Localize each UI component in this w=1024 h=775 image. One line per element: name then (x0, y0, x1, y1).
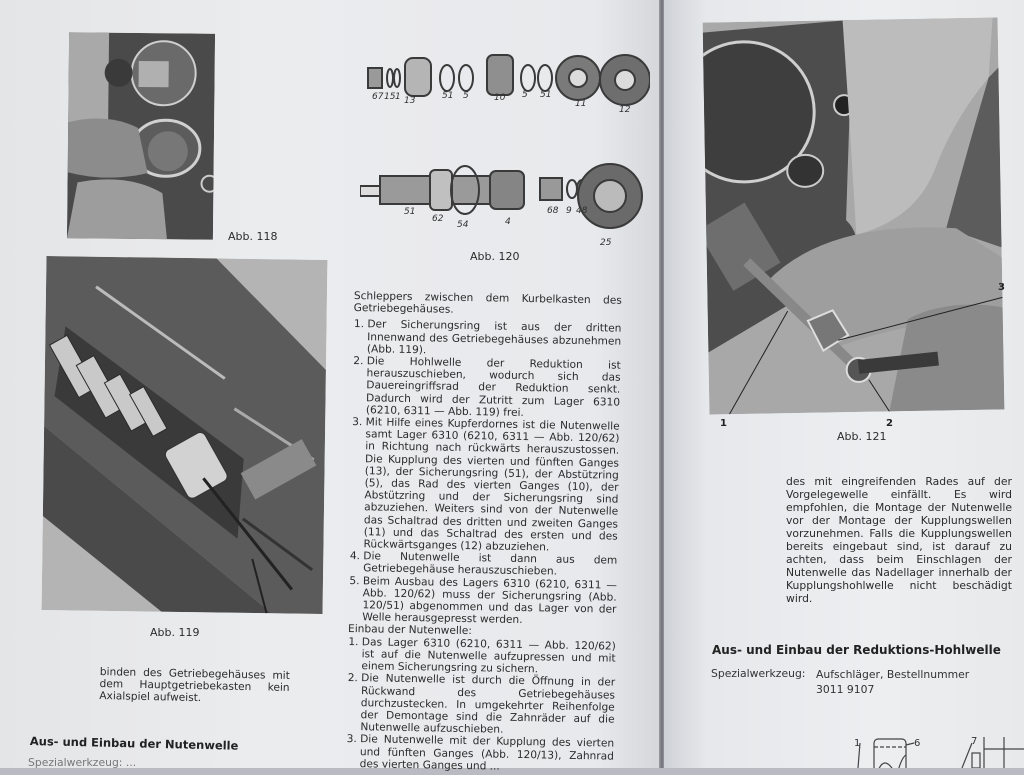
removal-step: 2. Die Hohlwelle der Reduktion ist herauszuschieben, wodurch sich das Dauereingriffsrad der Reduktion senkt. Dadurch wird der Zutritt zum Lager 6310 (6210, 6311 — Abb. 119) frei. (366, 355, 621, 420)
figure-119-caption: Abb. 119 (150, 626, 200, 639)
part-label: 51 (404, 207, 416, 217)
removal-step: 5. Beim Ausbau des Lagers 6310 (6210, 6311 — Abb. 120/62) muss der Sicherungsring (Abb. 120/51) abgenommen und das Lager von der Welle herausgepresst werden. (362, 575, 617, 628)
install-step: 3. Die Nutenwelle mit der Kupplung des vierten und fünften Ganges (Abb. 120/13), Zahnrad des vierten Ganges und ... (360, 733, 615, 774)
intro-paragraph: Schleppers zwischen dem Kurbelkasten des Getriebegehäuses. (353, 290, 622, 316)
removal-step: 4. Die Nutenwelle ist dann aus dem Getriebegehäuse herauszuschieben. (363, 550, 617, 579)
figure-120-caption: Abb. 120 (470, 250, 520, 263)
part-label: 15 (384, 92, 396, 102)
figure-121-callout: 3 (998, 282, 1005, 293)
part-label: 10 (494, 93, 506, 103)
part-label: 48 (576, 206, 588, 216)
part-label: 68 (547, 206, 559, 216)
install-subheading: Einbau der Nutenwelle: (347, 623, 472, 638)
section-heading-nutenwelle: Aus- und Einbau der Nutenwelle (29, 734, 239, 753)
continuation-paragraph-left: binden des Getriebegehäuses mit dem Hauptgetriebekasten kein Axialspiel aufweist. (99, 666, 290, 705)
special-tool-label: Spezialwerkzeug: (711, 667, 806, 680)
figure-118-photo (67, 32, 215, 240)
drawing-label: 1 (854, 738, 861, 749)
part-label: 51 (540, 90, 552, 100)
figure-121-callout: 2 (886, 418, 893, 429)
part-label: 51 (442, 91, 454, 101)
figure-119-photo (42, 256, 328, 614)
drawing-label: 7 (971, 736, 978, 747)
right-page (664, 0, 1024, 768)
figure-121-caption: Abb. 121 (837, 430, 887, 443)
part-label: 13 (404, 96, 416, 106)
part-label: 12 (619, 105, 631, 115)
part-label: 67 (372, 92, 384, 102)
part-label: 62 (432, 214, 444, 224)
part-label: 11 (575, 99, 587, 109)
removal-instructions (346, 290, 622, 775)
figure-121-photo (703, 17, 1005, 414)
part-label: 54 (457, 220, 469, 230)
special-tool-order-number: 3011 9107 (816, 683, 875, 696)
part-label: 1 (395, 92, 401, 102)
section-heading-reduktions-hohlwelle: Aus- und Einbau der Reduktions-Hohlwelle (712, 643, 1001, 657)
removal-step: 1. Der Sicherungsring ist aus der dritten Innenwand des Getriebegehäuses abzunehmen (Abb. 119). (367, 319, 622, 360)
part-label: 25 (600, 238, 612, 248)
install-step: 2. Die Nutenwelle ist durch die Öffnung in der Rückwand des Getriebegehäuses durchzustecken. In umgekehrter Reihenfolge der Demontage sind die Zahnräder auf die Nutenwelle aufzuschieben. (360, 672, 615, 737)
install-step: 1. Das Lager 6310 (6210, 6311 — Abb. 120/62) ist auf die Nutenwelle aufzupressen und mit einem Sicherungsring zu sichern. (361, 636, 616, 677)
continuation-paragraph-right: des mit eingreifenden Rades auf der Vorgelegewelle einfällt. Es wird empfohlen, die Montage der Nutenwelle vor der Montage der Kupplungswellen vorzunehmen. Falls die Kupplungswellen bereits eingebaut sind, ist darauf zu achten, dass beim Einschlagen der Nutenwelle das Nadellager innerhalb der Kupplungshohlwelle nicht beschädigt wird. (786, 475, 1012, 605)
part-label: 9 (566, 206, 572, 216)
part-label: 5 (522, 90, 528, 100)
part-label: 5 (463, 91, 469, 101)
technical-drawing-fragment (844, 735, 1024, 768)
removal-steps-list (348, 318, 621, 628)
figure-121-callout: 1 (720, 418, 727, 429)
special-tool-value: Aufschläger, Bestellnummer (816, 668, 970, 681)
drawing-label: 6 (914, 738, 921, 749)
special-tool-line-partial: Spezialwerkzeug: ... (28, 756, 137, 769)
part-label: 4 (505, 217, 511, 227)
removal-step: 3. Mit Hilfe eines Kupferdornes ist die Nutenwelle samt Lager 6310 (6210, 6311 — Abb. 120/62) in Richtung nach rückwärts herauszustossen. Die Kupplung des vierten und fünften Ganges (13), der Sicherungsring (51), der Abstützring (5), das Rad des vierten Ganges (10), der Abstützring und der Sicherungsring sind abzuziehen. Weiters sind von der Nutenwelle das Schaltrad des dritten und zweiten Ganges (11) und das Schaltrad des ersten und des Rückwärtsganges (12) abzuziehen. (363, 416, 619, 555)
figure-118-caption: Abb. 118 (228, 230, 278, 243)
install-steps-list (346, 636, 616, 775)
